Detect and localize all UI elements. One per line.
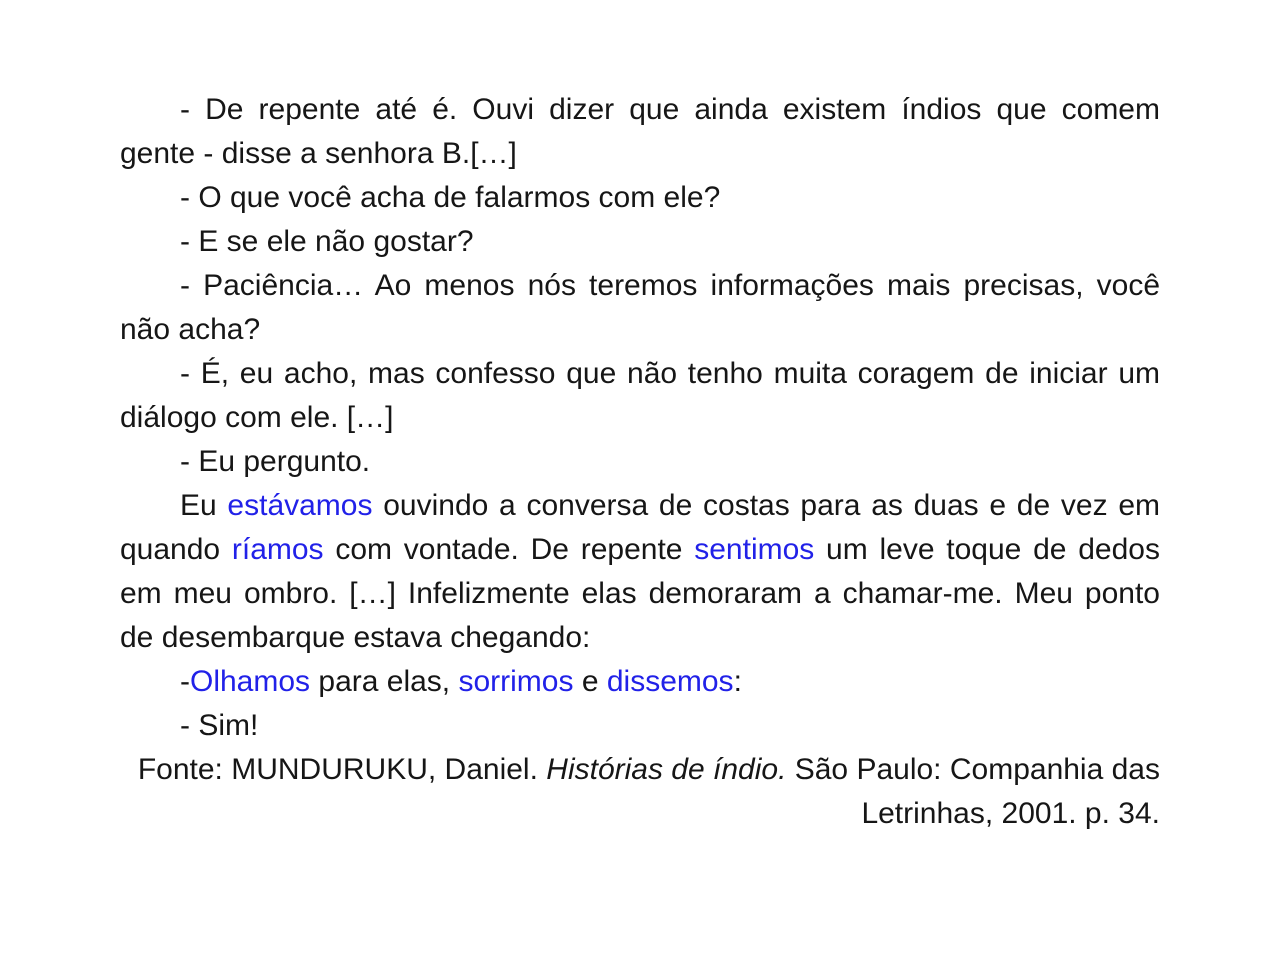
- paragraph-dialogue-7: [120, 660, 1160, 704]
- highlighted-word: estávamos: [227, 489, 373, 522]
- text-run: - Paciência… Ao menos nós teremos informações mais precisas, você não acha?: [120, 269, 1169, 346]
- text-run: - E se ele não gostar?: [180, 225, 474, 258]
- paragraph-dialogue-8: [120, 704, 1160, 748]
- text-run: para elas,: [310, 665, 459, 698]
- source-citation: [120, 748, 1169, 836]
- text-run: com vontade. De repente: [323, 533, 695, 566]
- text-run: São Paulo: Companhia das Letrinhas, 2001. p. 34.: [786, 753, 1169, 830]
- text-run: - Sim!: [180, 709, 259, 742]
- text-run: Fonte: MUNDURUKU, Daniel.: [137, 753, 547, 786]
- paragraph-dialogue-1: [120, 88, 1169, 176]
- paragraph-dialogue-4: [120, 264, 1169, 352]
- text-run: Eu: [180, 489, 228, 522]
- paragraph-dialogue-3: [120, 220, 1160, 264]
- text-excerpt: [120, 88, 1169, 836]
- text-run: - O que você acha de falarmos com ele?: [180, 181, 721, 214]
- text-run: - Eu pergunto.: [180, 445, 371, 478]
- book-title: Histórias de índio.: [546, 753, 787, 786]
- highlighted-word: sorrimos: [458, 665, 574, 698]
- paragraph-dialogue-2: [120, 176, 1160, 220]
- paragraph-dialogue-6: [120, 440, 1160, 484]
- text-run: -: [180, 665, 190, 698]
- highlighted-word: sentimos: [694, 533, 815, 566]
- paragraph-dialogue-5: [120, 352, 1169, 440]
- highlighted-word: ríamos: [231, 533, 324, 566]
- text-run: ouvindo a conversa de costas para as duas e de vez em quando: [120, 489, 1169, 566]
- highlighted-word: Olhamos: [190, 665, 311, 698]
- text-run: um leve toque de dedos em meu ombro. […] Infelizmente elas demoraram a chamar-me. Meu ponto de desembarque estava chegando:: [120, 533, 1169, 654]
- text-run: e: [573, 665, 607, 698]
- highlighted-word: dissemos: [606, 665, 734, 698]
- text-run: - É, eu acho, mas confesso que não tenho muita coragem de iniciar um diálogo com ele. […]: [120, 357, 1169, 434]
- text-run: - De repente até é. Ouvi dizer que ainda existem índios que comem gente - disse a senhora B.[…]: [120, 93, 1169, 170]
- paragraph-narration: [120, 484, 1169, 660]
- text-run: :: [733, 665, 742, 698]
